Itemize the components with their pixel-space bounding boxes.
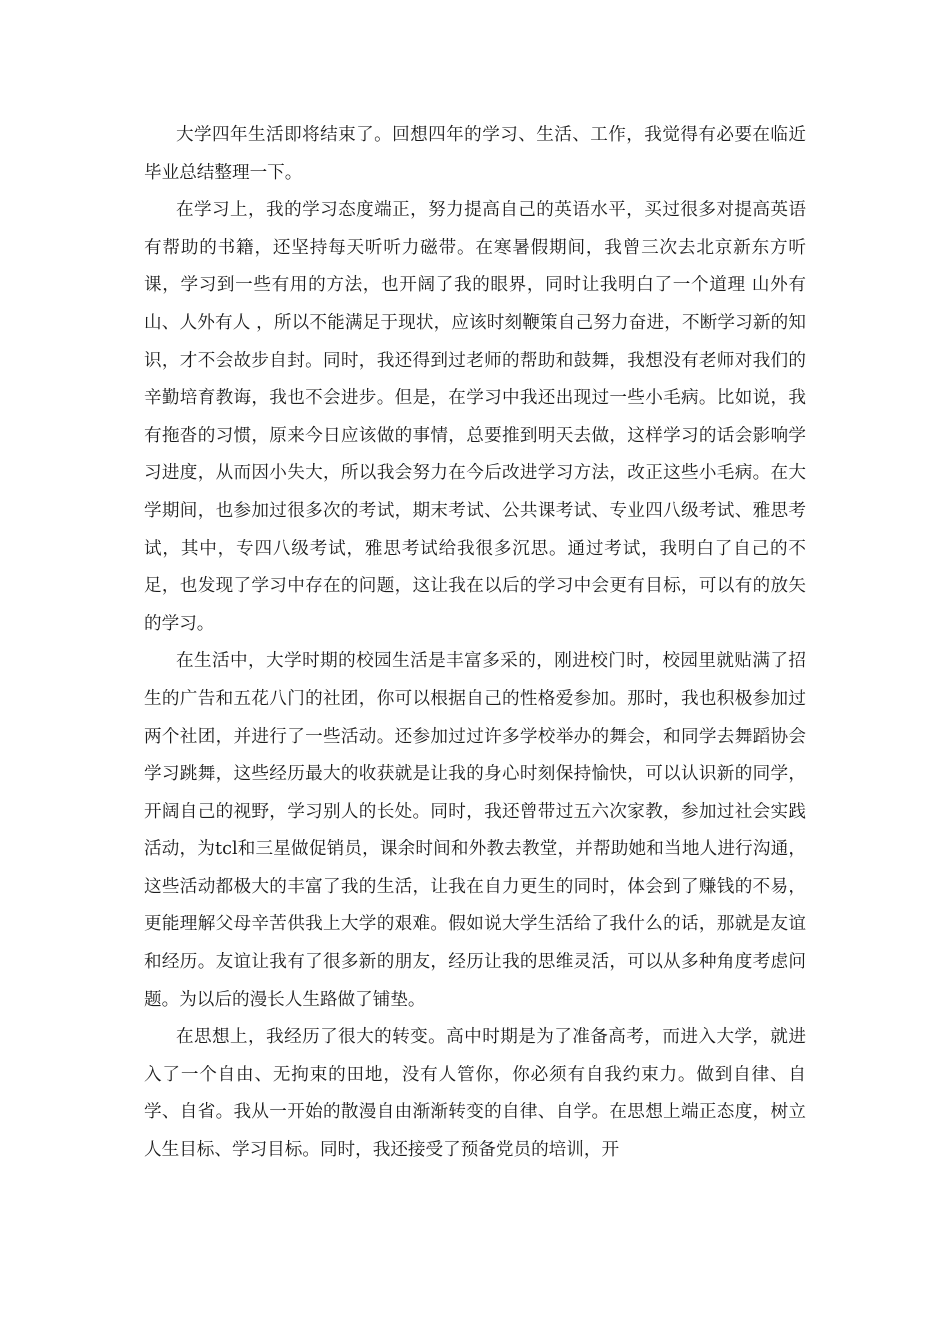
paragraph-life: 在生活中，大学时期的校园生活是丰富多采的，刚进校门时，校园里就贴满了招生的广告和五花八门的社团，你可以根据自己的性格爱参加。那时，我也积极参加过两个社团，并进行了一些活动。还参加过过许多学校举办的舞会，和同学去舞蹈协会学习跳舞，这些经历最大的收获就是让我的身心时刻保持愉快，可以认识新的同学，开阔自己的视野，学习别人的长处。同时，我还曾带过五六次家教，参加过社会实践活动，为tcl和三星做促销员，课余时间和外教去教堂，并帮助她和当地人进行沟通，这些活动都极大的丰富了我的生活，让我在自力更生的同时，体会到了赚钱的不易，更能理解父母辛苦供我上大学的艰难。假如说大学生活给了我什么的话，那就是友谊和经历。友谊让我有了很多新的朋友，经历让我的思维灵活，可以从多种角度考虑问题。为以后的漫长人生路做了铺垫。 — [144, 651, 806, 1010]
paragraph-intro: 大学四年生活即将结束了。回想四年的学习、生活、工作，我觉得有必要在临近毕业总结整理一下。 — [144, 125, 806, 183]
document-body — [144, 117, 806, 1170]
paragraph-study: 在学习上，我的学习态度端正，努力提高自己的英语水平，买过很多对提高英语有帮助的书籍，还坚持每天听听力磁带。在寒暑假期间，我曾三次去北京新东方听课，学习到一些有用的方法，也开阔了我的眼界，同时让我明白了一个道理 山外有山、人外有人 ，所以不能满足于现状，应该时刻鞭策自己努力奋进，不断学习新的知识，才不会故步自封。同时，我还得到过老师的帮助和鼓舞，我想没有老师对我们的辛勤培育教诲，我也不会进步。但是，在学习中我还出现过一些小毛病。比如说，我有拖沓的习惯，原来今日应该做的事情，总要推到明天去做，这样学习的话会影响学习进度，从而因小失大，所以我会努力在今后改进学习方法，改正这些小毛病。在大学期间，也参加过很多次的考试，期末考试、公共课考试、专业四八级考试、雅思考试，其中，专四八级考试，雅思考试给我很多沉思。通过考试，我明白了自己的不足，也发现了学习中存在的问题，这让我在以后的学习中会更有目标，可以有的放矢的学习。 — [144, 200, 806, 634]
paragraph-thought: 在思想上，我经历了很大的转变。高中时期是为了准备高考，而进入大学，就进入了一个自由、无拘束的田地，没有人管你，你必须有自我约束力。做到自律、自学、自省。我从一开始的散漫自由渐渐转变的自律、自学。在思想上端正态度，树立人生目标、学习目标。同时，我还接受了预备党员的培训，开 — [144, 1027, 806, 1161]
